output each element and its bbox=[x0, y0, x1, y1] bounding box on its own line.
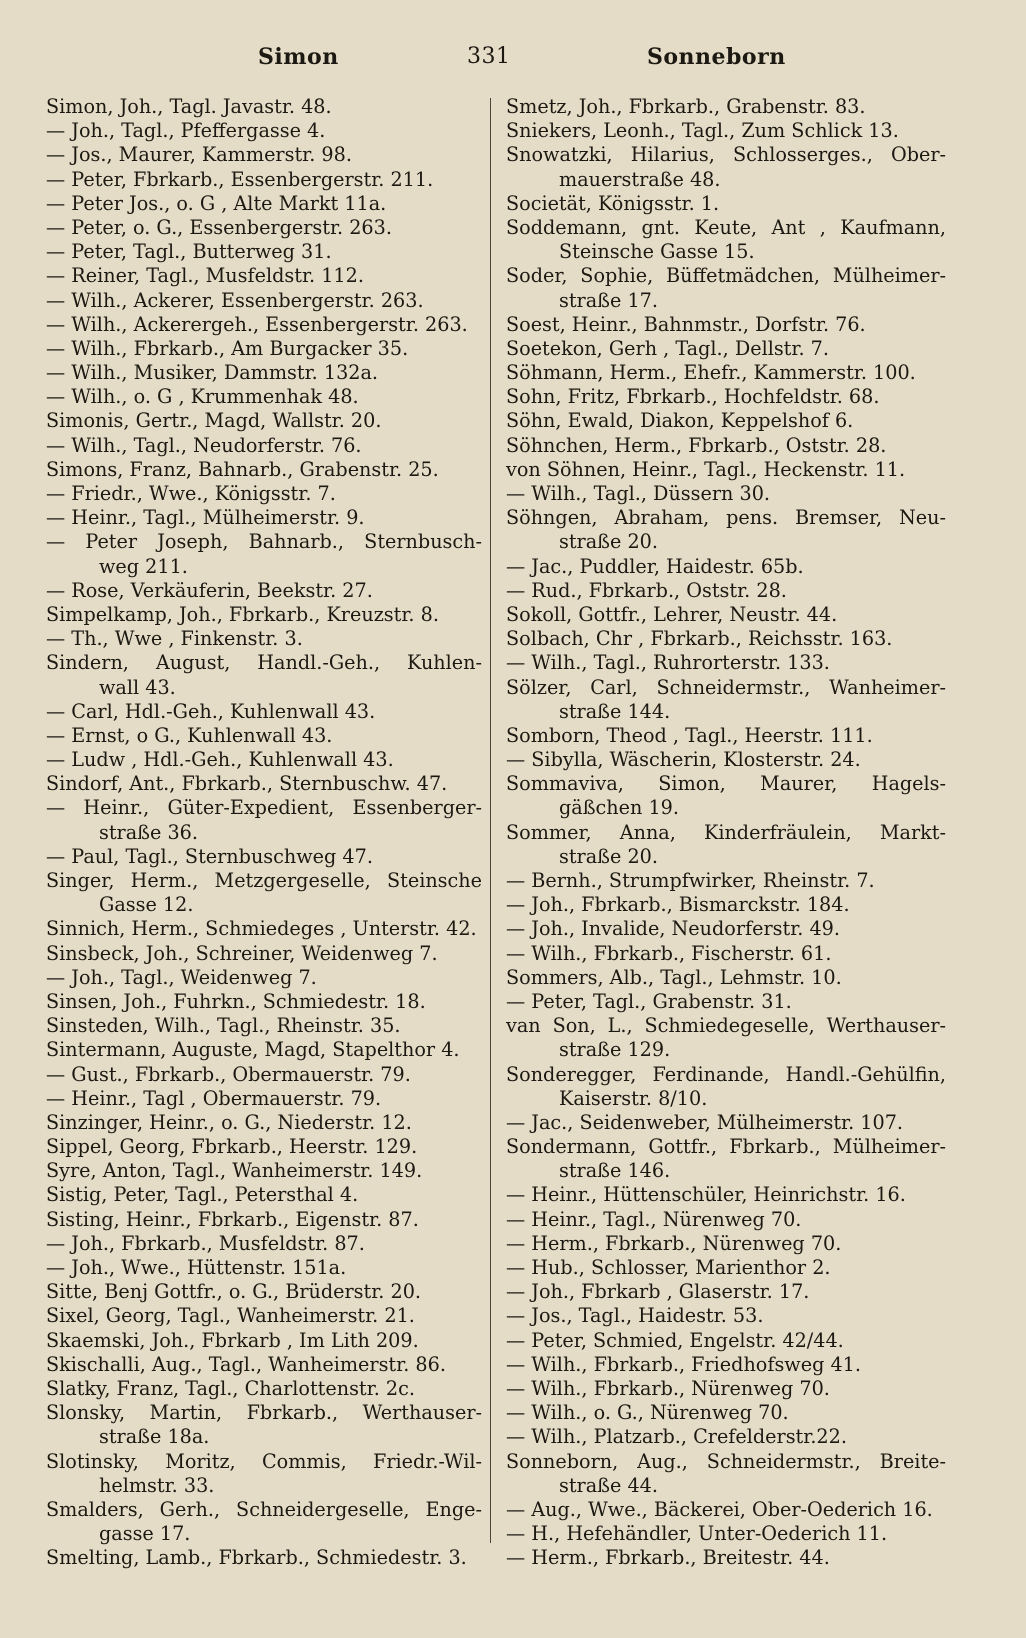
entry-line: Söhnchen, Herm., Fbrkarb., Oststr. 28. bbox=[506, 433, 887, 457]
entry-line: — Peter Joseph, Bahnarb., Sternbusch- bbox=[46, 530, 482, 554]
entry-line: — Heinr., Tagl , Obermauerstr. 79. bbox=[46, 1086, 382, 1110]
entry-line: — Heinr., Tagl., Nürenweg 70. bbox=[506, 1207, 802, 1231]
entry-line: — Heinr., Hüttenschüler, Heinrichstr. 16. bbox=[506, 1183, 906, 1207]
entry-continuation-line: gasse 17. bbox=[99, 1522, 191, 1546]
entry-continuation-line: straße 17. bbox=[559, 288, 658, 312]
entry-continuation-line: helmstr. 33. bbox=[99, 1473, 215, 1497]
entry-line: — Hub., Schlosser, Marienthor 2. bbox=[506, 1256, 831, 1279]
entry-line: — Joh., Tagl., Weidenweg 7. bbox=[46, 965, 317, 989]
entry-line: — Ludw , Hdl.-Geh., Kuhlenwall 43. bbox=[46, 748, 394, 772]
entry-line: Singer, Herm., Metzgergeselle, Steinsche bbox=[46, 869, 482, 892]
entry-line: Sinzinger, Heinr., o. G., Niederstr. 12. bbox=[46, 1110, 412, 1134]
entry-line: Simonis, Gertr., Magd, Wallstr. 20. bbox=[46, 409, 382, 433]
entry-line: — Wilh., Tagl., Düssern 30. bbox=[506, 482, 770, 505]
entry-line: Solbach, Chr , Fbrkarb., Reichsstr. 163. bbox=[506, 627, 893, 651]
entry-line: — Carl, Hdl.-Geh., Kuhlenwall 43. bbox=[46, 699, 376, 723]
entry-line: — Rose, Verkäuferin, Beekstr. 27. bbox=[46, 578, 373, 602]
entry-line: — Wilh., Fbrkarb., Am Burgacker 35. bbox=[46, 336, 409, 360]
entry-line: Syre, Anton, Tagl., Wanheimerstr. 149. bbox=[46, 1159, 423, 1183]
entry-line: Sölzer, Carl, Schneidermstr., Wanheimer- bbox=[506, 675, 946, 699]
entry-line: — Jos., Maurer, Kammerstr. 98. bbox=[46, 143, 352, 167]
entry-continuation-line: weg 211. bbox=[99, 554, 188, 578]
entry-line: — Friedr., Wwe., Königsstr. 7. bbox=[46, 482, 336, 505]
entry-line: Simon, Joh., Tagl. Javastr. 48. bbox=[46, 95, 332, 118]
entry-line: Sohn, Fritz, Fbrkarb., Hochfeldstr. 68. bbox=[506, 385, 880, 409]
entry-line: Sokoll, Gottfr., Lehrer, Neustr. 44. bbox=[506, 602, 838, 626]
entry-line: — Herm., Fbrkarb., Nürenweg 70. bbox=[506, 1231, 842, 1255]
entry-line: Sintermann, Auguste, Magd, Stapelthor 4. bbox=[46, 1038, 460, 1062]
entry-continuation-line: straße 20. bbox=[559, 530, 658, 554]
entry-line: — Rud., Fbrkarb., Oststr. 28. bbox=[506, 578, 787, 602]
entry-line: — Joh., Fbrkarb., Bismarckstr. 184. bbox=[506, 893, 850, 917]
entry-continuation-line: straße 129. bbox=[559, 1038, 671, 1062]
entry-line: — Wilh., Musiker, Dammstr. 132a. bbox=[46, 361, 379, 385]
entry-line: — Joh., Invalide, Neudorferstr. 49. bbox=[506, 917, 840, 941]
entry-continuation-line: straße 146. bbox=[559, 1159, 671, 1183]
entry-line: — Wilh., Ackerer, Essenbergerstr. 263. bbox=[46, 288, 424, 312]
entry-line: — Jac., Puddler, Haidestr. 65b. bbox=[506, 554, 804, 578]
entry-line: — Wilh., Platzarb., Crefelderstr.22. bbox=[506, 1425, 847, 1449]
entry-line: — Joh., Tagl., Pfeffergasse 4. bbox=[46, 119, 326, 143]
entry-line: Slotinsky, Moritz, Commis, Friedr.-Wil- bbox=[46, 1449, 482, 1473]
entry-line: — Gust., Fbrkarb., Obermauerstr. 79. bbox=[46, 1062, 411, 1086]
right-column bbox=[506, 95, 946, 1570]
entry-line: Simons, Franz, Bahnarb., Grabenstr. 25. bbox=[46, 457, 439, 481]
entry-line: Sindern, August, Handl.-Geh., Kuhlen- bbox=[46, 651, 482, 675]
entry-continuation-line: mauerstraße 48. bbox=[559, 167, 721, 191]
entry-line: Sinsteden, Wilh., Tagl., Rheinstr. 35. bbox=[46, 1014, 401, 1038]
entry-line: Sommaviva, Simon, Maurer, Hagels- bbox=[506, 772, 946, 796]
entry-line: — Peter, Fbrkarb., Essenbergerstr. 211. bbox=[46, 167, 434, 191]
entry-line: — Sibylla, Wäscherin, Klosterstr. 24. bbox=[506, 748, 861, 772]
entry-line: — Wilh., Tagl., Ruhrorterstr. 133. bbox=[506, 651, 830, 675]
entry-line: — Joh., Wwe., Hüttenstr. 151a. bbox=[46, 1256, 347, 1279]
entry-line: — Wilh., Fbrkarb., Fischerstr. 61. bbox=[506, 941, 832, 965]
entry-line: — H., Hefehändler, Unter-Oederich 11. bbox=[506, 1522, 888, 1546]
entry-line: — Wilh., Tagl., Neudorferstr. 76. bbox=[46, 433, 362, 457]
entry-continuation-line: gäßchen 19. bbox=[559, 796, 679, 820]
entry-line: van Son, L., Schmiedegeselle, Werthauser- bbox=[506, 1014, 946, 1038]
entry-line: Skaemski, Joh., Fbrkarb , Im Lith 209. bbox=[46, 1328, 419, 1352]
entry-line: Soder, Sophie, Büffetmädchen, Mülheimer- bbox=[506, 264, 946, 288]
entry-line: Sitte, Benj Gottfr., o. G., Brüderstr. 20. bbox=[46, 1280, 422, 1304]
entry-continuation-line: Gasse 12. bbox=[99, 893, 194, 917]
entry-line: Smelting, Lamb., Fbrkarb., Schmiedestr. 3. bbox=[46, 1546, 467, 1570]
entry-continuation-line: straße 36. bbox=[99, 820, 198, 844]
entry-continuation-line: straße 20. bbox=[559, 844, 658, 868]
entry-line: Söhngen, Abraham, pens. Bremser, Neu- bbox=[506, 506, 946, 530]
entry-line: Soddemann, gnt. Keute, Ant , Kaufmann, bbox=[506, 215, 946, 239]
entry-line: Söhn, Ewald, Diakon, Keppelshof 6. bbox=[506, 409, 854, 433]
entry-continuation-line: straße 18a. bbox=[99, 1425, 210, 1449]
entry-line: Sondermann, Gottfr., Fbrkarb., Mülheimer- bbox=[506, 1135, 946, 1159]
entry-line: — Bernh., Strumpfwirker, Rheinstr. 7. bbox=[506, 869, 875, 892]
entry-line: — Joh., Fbrkarb , Glaserstr. 17. bbox=[506, 1280, 810, 1304]
left-column bbox=[46, 95, 482, 1570]
entry-line: — Wilh., Ackerergeh., Essenbergerstr. 263. bbox=[46, 312, 468, 336]
entry-line: Slonsky, Martin, Fbrkarb., Werthauser- bbox=[46, 1401, 482, 1425]
entry-line: Sindorf, Ant., Fbrkarb., Sternbuschw. 47. bbox=[46, 772, 448, 796]
entry-continuation-line: Kaiserstr. 8/10. bbox=[559, 1086, 708, 1110]
entry-line: von Söhnen, Heinr., Tagl., Heckenstr. 11. bbox=[506, 457, 906, 481]
entry-line: — Peter, Tagl., Butterweg 31. bbox=[46, 240, 332, 264]
entry-line: Soest, Heinr., Bahnmstr., Dorfstr. 76. bbox=[506, 312, 866, 336]
entry-line: — Peter Jos., o. G , Alte Markt 11a. bbox=[46, 191, 387, 215]
entry-line: Sinnich, Herm., Schmiedeges , Unterstr. 42. bbox=[46, 917, 477, 941]
entry-line: — Jac., Seidenweber, Mülheimerstr. 107. bbox=[506, 1110, 904, 1134]
entry-line: Sinsen, Joh., Fuhrkn., Schmiedestr. 18. bbox=[46, 989, 426, 1013]
entry-line: — Wilh., o. G , Krummenhak 48. bbox=[46, 385, 359, 409]
entry-line: Söhmann, Herm., Ehefr., Kammerstr. 100. bbox=[506, 361, 916, 385]
entry-line: Smetz, Joh., Fbrkarb., Grabenstr. 83. bbox=[506, 95, 866, 118]
entry-line: — Peter, Schmied, Engelstr. 42/44. bbox=[506, 1328, 844, 1352]
entry-line: — Peter, o. G., Essenbergerstr. 263. bbox=[46, 215, 392, 239]
entry-line: — Heinr., Güter-Expedient, Essenberger- bbox=[46, 796, 482, 820]
entry-line: Sixel, Georg, Tagl., Wanheimerstr. 21. bbox=[46, 1304, 415, 1328]
entry-line: Smalders, Gerh., Schneidergeselle, Enge- bbox=[46, 1497, 482, 1521]
entry-line: — Wilh., o. G., Nürenweg 70. bbox=[506, 1401, 789, 1425]
entry-line: Skischalli, Aug., Tagl., Wanheimerstr. 86. bbox=[46, 1352, 446, 1376]
entry-line: Sonneborn, Aug., Schneidermstr., Breite- bbox=[506, 1449, 946, 1473]
column-divider bbox=[490, 98, 491, 1543]
entry-line: — Herm., Fbrkarb., Breitestr. 44. bbox=[506, 1546, 830, 1570]
entry-line: — Ernst, o G., Kuhlenwall 43. bbox=[46, 723, 333, 747]
entry-line: Simpelkamp, Joh., Fbrkarb., Kreuzstr. 8. bbox=[46, 602, 439, 626]
entry-continuation-line: wall 43. bbox=[99, 675, 176, 699]
entry-line: Sistig, Peter, Tagl., Petersthal 4. bbox=[46, 1183, 359, 1207]
entry-line: Sippel, Georg, Fbrkarb., Heerstr. 129. bbox=[46, 1135, 418, 1159]
entry-line: — Joh., Fbrkarb., Musfeldstr. 87. bbox=[46, 1231, 365, 1255]
entry-line: — Reiner, Tagl., Musfeldstr. 112. bbox=[46, 264, 364, 288]
entry-line: Societät, Königsstr. 1. bbox=[506, 191, 720, 215]
entry-line: Sisting, Heinr., Fbrkarb., Eigenstr. 87. bbox=[46, 1207, 419, 1231]
entry-line: Snowatzki, Hilarius, Schlosserges., Ober- bbox=[506, 143, 946, 167]
entry-line: Soetekon, Gerh , Tagl., Dellstr. 7. bbox=[506, 336, 829, 360]
entry-line: — Jos., Tagl., Haidestr. 53. bbox=[506, 1304, 764, 1328]
entry-line: Slatky, Franz, Tagl., Charlottenstr. 2c. bbox=[46, 1376, 415, 1400]
entry-line: Sommer, Anna, Kinderfräulein, Markt- bbox=[506, 820, 946, 844]
entry-line: — Heinr., Tagl., Mülheimerstr. 9. bbox=[46, 506, 365, 530]
entry-line: — Peter, Tagl., Grabenstr. 31. bbox=[506, 989, 792, 1013]
header-last-entry: Sonneborn bbox=[647, 44, 786, 70]
entry-line: — Paul, Tagl., Sternbuschweg 47. bbox=[46, 844, 373, 868]
page-header bbox=[0, 44, 1026, 84]
entry-line: — Wilh., Fbrkarb., Nürenweg 70. bbox=[506, 1376, 830, 1400]
entry-continuation-line: straße 144. bbox=[559, 699, 671, 723]
header-first-entry: Simon bbox=[258, 44, 339, 70]
page-number: 331 bbox=[467, 44, 511, 69]
entry-line: — Aug., Wwe., Bäckerei, Ober-Oederich 16. bbox=[506, 1497, 933, 1521]
entry-line: Sinsbeck, Joh., Schreiner, Weidenweg 7. bbox=[46, 941, 438, 965]
entry-line: Sommers, Alb., Tagl., Lehmstr. 10. bbox=[506, 965, 842, 989]
entry-line: Somborn, Theod , Tagl., Heerstr. 111. bbox=[506, 723, 873, 747]
entry-continuation-line: straße 44. bbox=[559, 1473, 658, 1497]
entry-line: Sniekers, Leonh., Tagl., Zum Schlick 13. bbox=[506, 119, 899, 143]
entry-continuation-line: Steinsche Gasse 15. bbox=[559, 240, 755, 264]
entry-line: — Th., Wwe , Finkenstr. 3. bbox=[46, 627, 303, 651]
entry-line: — Wilh., Fbrkarb., Friedhofsweg 41. bbox=[506, 1352, 861, 1376]
entry-line: Sonderegger, Ferdinande, Handl.-Gehülfin, bbox=[506, 1062, 946, 1086]
